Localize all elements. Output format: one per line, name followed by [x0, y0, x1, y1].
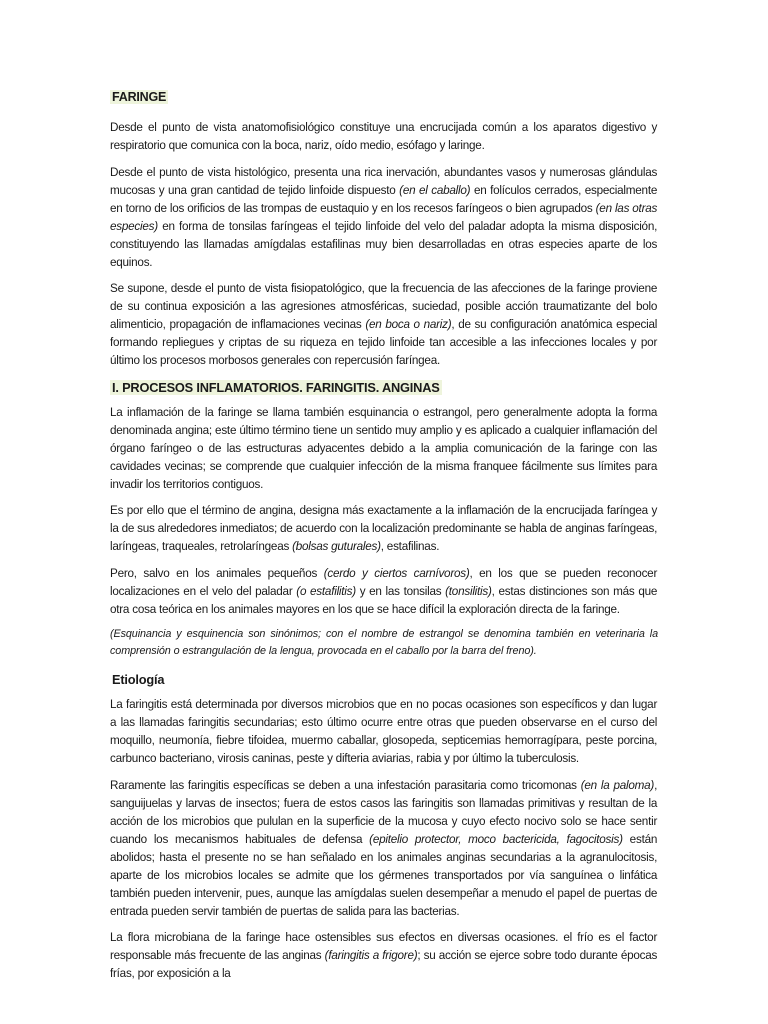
paragraph-histology: Desde el punto de vista histológico, presenta una rica inervación, abundantes vasos y numerosas glándulas mucosas y una gran cantidad de tejido linfoide dispuesto (en el caballo) en folículos cerrados, especialmente en torno de los orificios de las trompas de eustaquio y en los recesos faríngeos o bien agrupados (en las otras especies) en forma de tonsilas faríngeas el tejido linfoide del velo del paladar adopta la misma disposición, constituyendo las llamadas amígdalas estafilinas muy bien desarrolladas en otras especies aparte de los equinos.	[110, 164, 658, 269]
paragraph-angina-definition: La inflamación de la faringe se llama también esquinancia o estrangol, pero generalmente adopta la forma denominada angina; este último término tiene un sentido muy amplio y es aplicado a cualquier inflamación del órgano faríngeo o de las estructuras adyacentes debido a la amplia comunicación de la faringe con las cavidades vecinas; se comprende que cualquier infección de la misma franquee fácilmente sus límites para invadir los territorios contiguos.	[110, 404, 658, 491]
paragraph-etiology-microbes: La faringitis está determinada por diversos microbios que en no pocas ocasiones son específicos y dan lugar a las llamadas faringitis secundarias; esto último ocurre entre otras que pueden observarse en el curso del moquillo, neumonía, fiebre tifoidea, muermo caballar, glosopeda, septicemias hemorragípara, peste porcina, carbunco bacteriano, virosis caninas, peste y difteria aviarias, rabia y por último la tuberculosis.	[110, 697, 658, 765]
paragraph-physiopathology: Se supone, desde el punto de vista fisiopatológico, que la frecuencia de las afecciones de la faringe proviene de su continua exposición a las agresiones atmosféricas, suciedad, posible acción traumatizante del bolo alimenticio, propagación de inflamaciones vecinas (en boca o nariz), de su configuración anatómica especial formando repliegues y criptas de su riqueza en tejido linfoide tan accesible a las infecciones locales y por último los procesos morbosos generales con repercusión faríngea.	[110, 281, 658, 367]
synonyms-note: (Esquinancia y esquinencia son sinónimos; con el nombre de estrangol se denomina también en veterinaria la comprensión o estrangulación de la lengua, provocada en el caballo por la barra del freno).	[110, 628, 658, 657]
paragraph-microbial-flora: La flora microbiana de la faringe hace ostensibles sus efectos en diversas ocasiones. el frío es el factor responsable más frecuente de las anginas (faringitis a frigore); su acción se ejerce sobre todo durante épocas frías, por exposición a la	[110, 930, 658, 980]
section-heading-inflammatory: I. PROCESOS INFLAMATORIOS. FARINGITIS. ANGINAS	[112, 379, 440, 395]
paragraph-small-animals: Pero, salvo en los animales pequeños (cerdo y ciertos carnívoros), en los que se pueden reconocer localizaciones en el velo del paladar (o estafilitis) y en las tonsilas (tonsilitis), estas distinciones son más que otra cosa teórica en los animales mayores en los que se hace difícil la exploración directa de la faringe.	[110, 565, 658, 616]
document-title: FARINGE	[112, 90, 167, 104]
paragraph-angina-localization: Es por ello que el término de angina, designa más exactamente a la inflamación de la encrucijada faríngea y la de sus alrededores inmediatos; de acuerdo con la localización predominante se habla de anginas faríngeas, laríngeas, traqueales, retrolaríngeas (bolsas guturales), estafilinas.	[110, 503, 658, 553]
paragraph-etiology-parasites: Raramente las faringitis específicas se deben a una infestación parasitaria como tricomonas (en la paloma), sanguijuelas y larvas de insectos; fuera de estos casos las faringitis son llamadas primitivas y resultan de la acción de los microbios que pululan en la superficie de la mucosa y cuyo efecto nocivo solo se hace sentir cuando los mecanismos habituales de defensa (epitelio protector, moco bactericida, fagocitosis) están abolidos; hasta el presente no se han señalado en los animales anginas secundarias a la agranulocitosis, aparte de los microbios locales se admite que los gérmenes transportados por vía sanguínea o linfática también pueden intervenir, pues, aunque las amígdalas suelen desempeñar a menudo el papel de puertas de entrada pueden servir también de puertas de salida para las bacterias.	[110, 777, 658, 918]
paragraph-intro: Desde el punto de vista anatomofisiológico constituye una encrucijada común a los aparatos digestivo y respiratorio que comunica con la boca, nariz, oído medio, esófago y laringe.	[110, 120, 658, 152]
section-heading-etiology: Etiología	[112, 672, 165, 687]
